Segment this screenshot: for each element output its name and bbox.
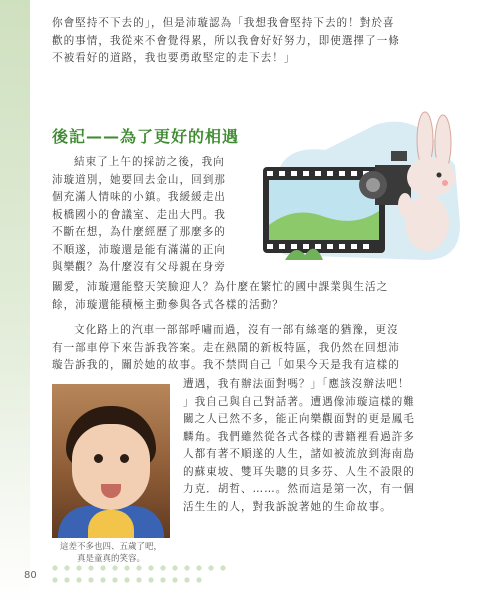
text-line: 沛璇道別，她要回去金山，回到那 xyxy=(52,173,226,186)
text-line: 與樂觀？為什麼沒有父母親在身旁 xyxy=(52,261,226,273)
text-line: 文化路上的汽車一部部呼嘯而過，沒有一部有絲毫的猶豫，更沒 xyxy=(74,324,399,336)
text-line: 有一部車停下來告訴我答案。走在熱鬧的新板特區，我仍然在回想沛 xyxy=(52,341,400,354)
text-line: 的蘇東坡、雙耳失聰的貝多芬、人生不設限的 xyxy=(183,465,415,478)
text-line: 不斷在想，為什麼經歷了那麼多的 xyxy=(52,226,226,238)
text-line: 力克．胡哲、……。然而這是第一次，有一個 xyxy=(183,483,415,495)
text-line: 不順遂，沛璇還是能有滿滿的正向 xyxy=(52,243,226,256)
child-photo xyxy=(52,384,170,538)
text-line: 不被看好的道路，我也要勇敢堅定的走下去！」 xyxy=(52,52,296,64)
text-line: 」我自己與自己對話著。遭遇像沛璇這樣的難 xyxy=(183,395,415,408)
intro-paragraph xyxy=(52,15,400,68)
text-line: 活生生的人，對我訴說著她的生命故事。 xyxy=(183,500,392,513)
text-line: 遭遇，我有辦法面對嗎？」「應該沒辦法吧！ xyxy=(183,378,410,390)
text-line: 結束了上午的採訪之後，我向 xyxy=(74,156,225,168)
paragraph-2-full xyxy=(52,322,400,375)
page-number: 80 xyxy=(24,570,37,581)
paragraph-1-full xyxy=(52,279,388,314)
rabbit-camera-illustration xyxy=(255,105,463,265)
side-color-band xyxy=(0,0,30,605)
caption-line: 真是童真的笑容。 xyxy=(76,554,145,564)
decorative-dots xyxy=(50,562,250,592)
paragraph-1-narrow xyxy=(52,154,226,277)
text-line: 餘，沛璇還能積極主動參與各式各樣的活動？ xyxy=(52,298,284,311)
text-line: 個充滿人情味的小鎮。我緩緩走出 xyxy=(52,191,226,203)
section-heading: 後記——為了更好的相遇 xyxy=(52,127,240,146)
text-line: 人都有著不順遂的人生，諸如被流放到海南島 xyxy=(183,448,415,460)
text-line: 麟角。我們雖然從各式各樣的書籍裡看過許多 xyxy=(183,430,415,443)
text-line: 歡的事情，我從來不會覺得累，所以我會好好努力，即使選擇了一條 xyxy=(52,34,400,47)
paragraph-2-right xyxy=(183,376,415,516)
text-line: 璇告訴我的，關於她的故事。我不禁問自己「如果今天是我有這樣的 xyxy=(52,359,400,371)
text-line: 板橋國小的會議室、走出大門。我 xyxy=(52,208,226,221)
text-line: 關之人已然不多，能正向樂觀面對的更是鳳毛 xyxy=(183,413,415,425)
caption-line: 這差不多也四、五歲了吧， xyxy=(59,542,162,552)
text-line: 你會堅持不下去的」，但是沛璇認為「我想我會堅持下去的！對於喜 xyxy=(52,17,395,29)
text-line: 關愛，沛璇還能整天笑臉迎人？為什麼在繁忙的國中課業與生活之 xyxy=(52,281,389,293)
